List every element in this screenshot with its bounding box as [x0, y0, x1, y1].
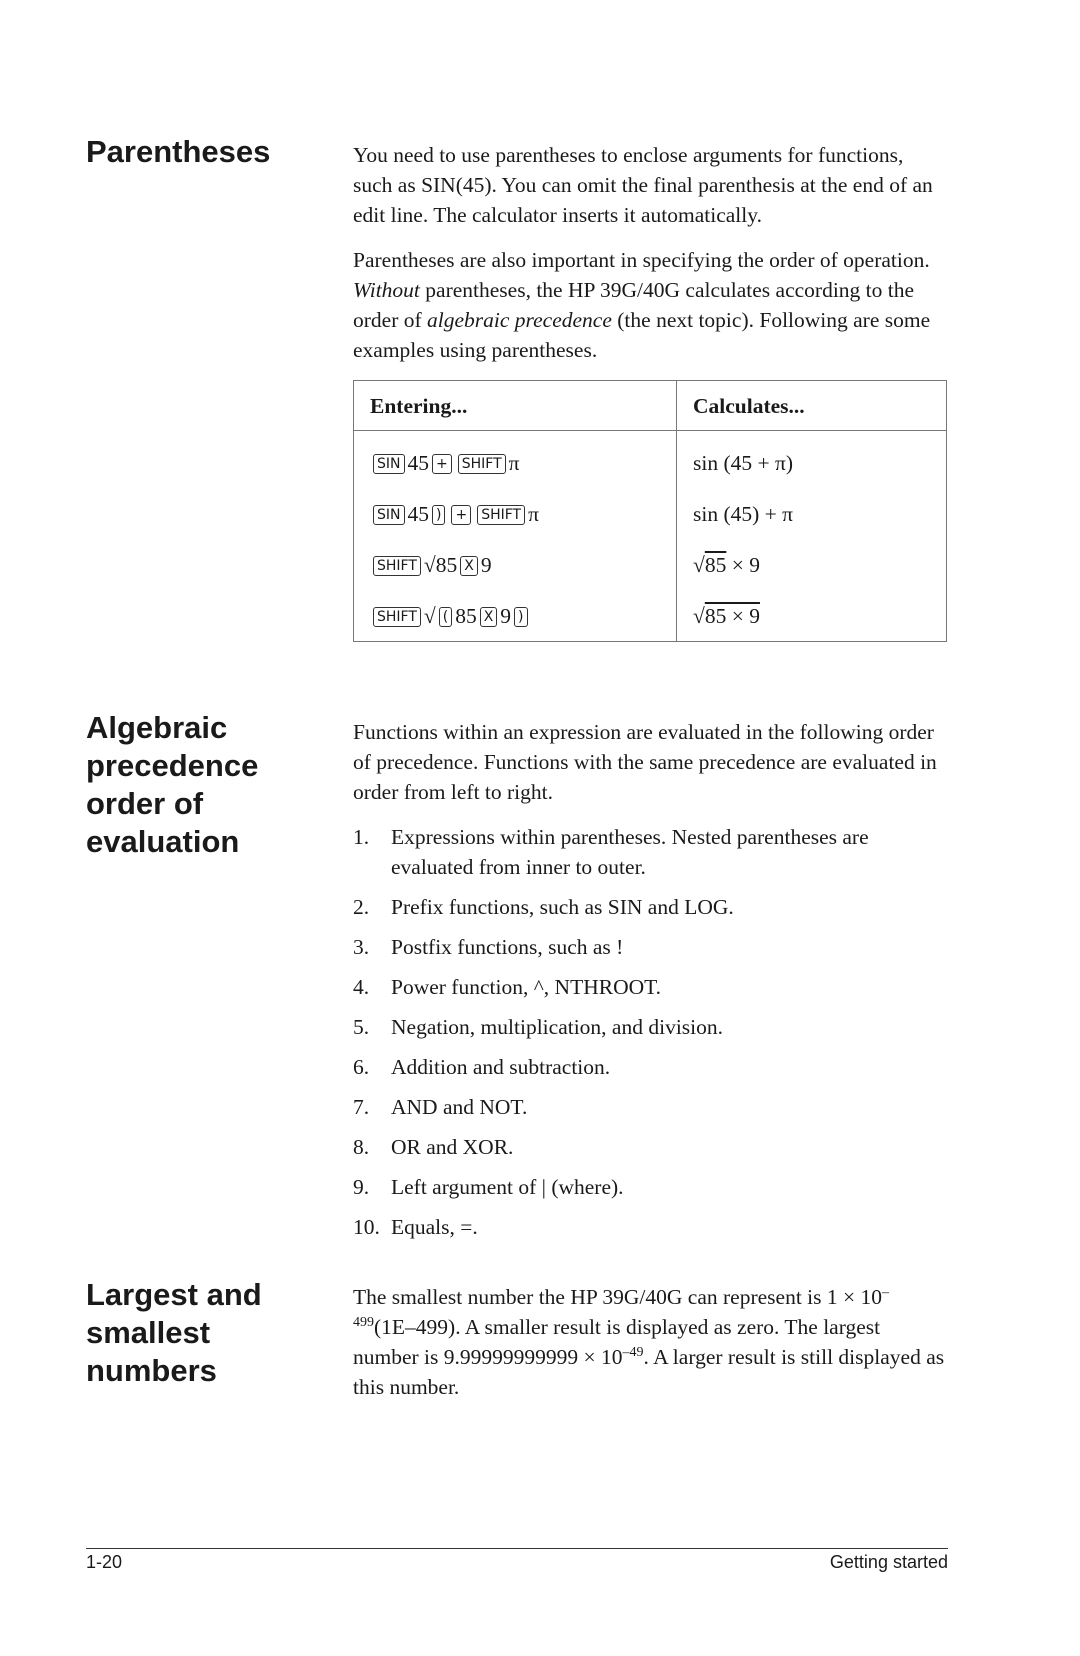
radicand: 85	[704, 552, 727, 577]
list-item	[353, 932, 948, 962]
key-sin: SIN	[373, 454, 405, 474]
text: π	[508, 450, 520, 475]
item-number: 2.	[353, 895, 370, 919]
paragraph	[353, 245, 948, 365]
item-number: 8.	[353, 1135, 370, 1159]
list-item	[353, 1092, 948, 1122]
text: . A larger result is still displayed as this number.	[353, 1345, 945, 1399]
text: The smallest number the HP 39G/40G can represent is 1 × 10	[353, 1285, 883, 1309]
key-multiply: X	[460, 556, 478, 576]
entering-cell	[354, 431, 677, 489]
result-cell: sin (45 + π)	[677, 431, 947, 489]
result-cell: sin (45) + π	[677, 488, 947, 539]
key-close-paren: )	[432, 505, 445, 525]
radicand: 85 × 9	[704, 603, 760, 628]
item-number: 7.	[353, 1095, 370, 1119]
key-open-paren: (	[439, 607, 452, 627]
list-item	[353, 1172, 948, 1202]
column-header: Entering...	[354, 381, 677, 431]
chapter-title: Getting started	[829, 1552, 948, 1572]
text: 9	[480, 552, 492, 577]
key-shift: SHIFT	[373, 556, 421, 576]
text: 85	[455, 603, 477, 628]
exponent: –499	[353, 1284, 890, 1330]
text: 45	[407, 450, 429, 475]
list-item	[353, 972, 948, 1002]
key-sin: SIN	[373, 505, 405, 525]
precedence-body	[353, 717, 948, 1252]
footer-rule	[86, 1548, 948, 1549]
entering-cell	[354, 488, 677, 539]
item-text: Postfix functions, such as !	[391, 935, 624, 959]
key-plus: +	[432, 454, 452, 474]
item-number: 5.	[353, 1015, 370, 1039]
paragraph: Functions within an expression are evaluated in the following order of precedence. Functions with the same precedence are evaluated in order from left to right.	[353, 720, 937, 804]
item-number: 10.	[353, 1215, 380, 1239]
list-item	[353, 1052, 948, 1082]
examples-table	[353, 380, 947, 642]
list-item	[353, 892, 948, 922]
text: 9	[500, 603, 512, 628]
exponent: –49	[622, 1344, 644, 1360]
item-number: 1.	[353, 825, 370, 849]
paragraph	[353, 1282, 948, 1402]
text: √85	[423, 552, 458, 577]
page-number: 1-20	[86, 1552, 123, 1572]
key-multiply: X	[480, 607, 498, 627]
table-row	[354, 539, 947, 590]
emphasis: algebraic precedence	[427, 308, 612, 332]
precedence-list	[353, 822, 948, 1242]
section-heading-precedence: Algebraic precedence order of evaluation	[86, 710, 259, 859]
item-number: 4.	[353, 975, 370, 999]
key-shift: SHIFT	[373, 607, 421, 627]
key-shift: SHIFT	[477, 505, 525, 525]
item-text: OR and XOR.	[391, 1135, 514, 1159]
item-text: Addition and subtraction.	[391, 1055, 611, 1079]
numbers-body	[353, 1282, 948, 1417]
text: × 9	[726, 552, 760, 577]
key-close-paren: )	[514, 607, 527, 627]
column-header: Calculates...	[677, 381, 947, 431]
text: (1E–499). A smaller result is displayed as zero. The largest number is 9.99999999999 × 10	[353, 1315, 881, 1369]
text: 45	[407, 501, 429, 526]
sqrt-sign: √	[693, 552, 705, 577]
text: (the next topic). Following are some examples using parentheses.	[353, 308, 931, 362]
item-text: Expressions within parentheses. Nested parentheses are evaluated from inner to outer.	[391, 825, 869, 879]
emphasis: Without	[353, 278, 420, 302]
list-item	[353, 822, 948, 882]
table-row	[354, 431, 947, 489]
item-number: 6.	[353, 1055, 370, 1079]
entering-cell	[354, 590, 677, 642]
key-plus: +	[451, 505, 471, 525]
sqrt-sign: √	[693, 603, 705, 628]
list-item	[353, 1012, 948, 1042]
table-row	[354, 590, 947, 642]
key-shift: SHIFT	[458, 454, 506, 474]
section-heading-parentheses: Parentheses	[86, 134, 271, 169]
table-header-row	[354, 381, 947, 431]
item-text: Left argument of | (where).	[391, 1175, 624, 1199]
item-text: Power function, ^, NTHROOT.	[391, 975, 662, 999]
result-cell	[677, 539, 947, 590]
list-item	[353, 1212, 948, 1242]
text: √	[423, 603, 436, 628]
text: Parentheses are also important in specifying the order of operation.	[353, 248, 930, 272]
list-item	[353, 1132, 948, 1162]
entering-cell	[354, 539, 677, 590]
item-number: 3.	[353, 935, 370, 959]
table-row	[354, 488, 947, 539]
item-text: Equals, =.	[391, 1215, 478, 1239]
text: π	[528, 501, 539, 526]
result-cell	[677, 590, 947, 642]
item-text: AND and NOT.	[391, 1095, 528, 1119]
item-text: Negation, multiplication, and division.	[391, 1015, 724, 1039]
parentheses-body	[353, 140, 948, 642]
text: parentheses, the HP 39G/40G calculates according to the order of	[353, 278, 915, 332]
item-text: Prefix functions, such as SIN and LOG.	[391, 895, 734, 919]
paragraph: You need to use parentheses to enclose arguments for functions, such as SIN(45). You can omit the final parenthesis at the end of an edit line. The calculator inserts it automatically.	[353, 143, 933, 227]
item-number: 9.	[353, 1175, 370, 1199]
section-heading-numbers: Largest and smallest numbers	[86, 1277, 262, 1388]
